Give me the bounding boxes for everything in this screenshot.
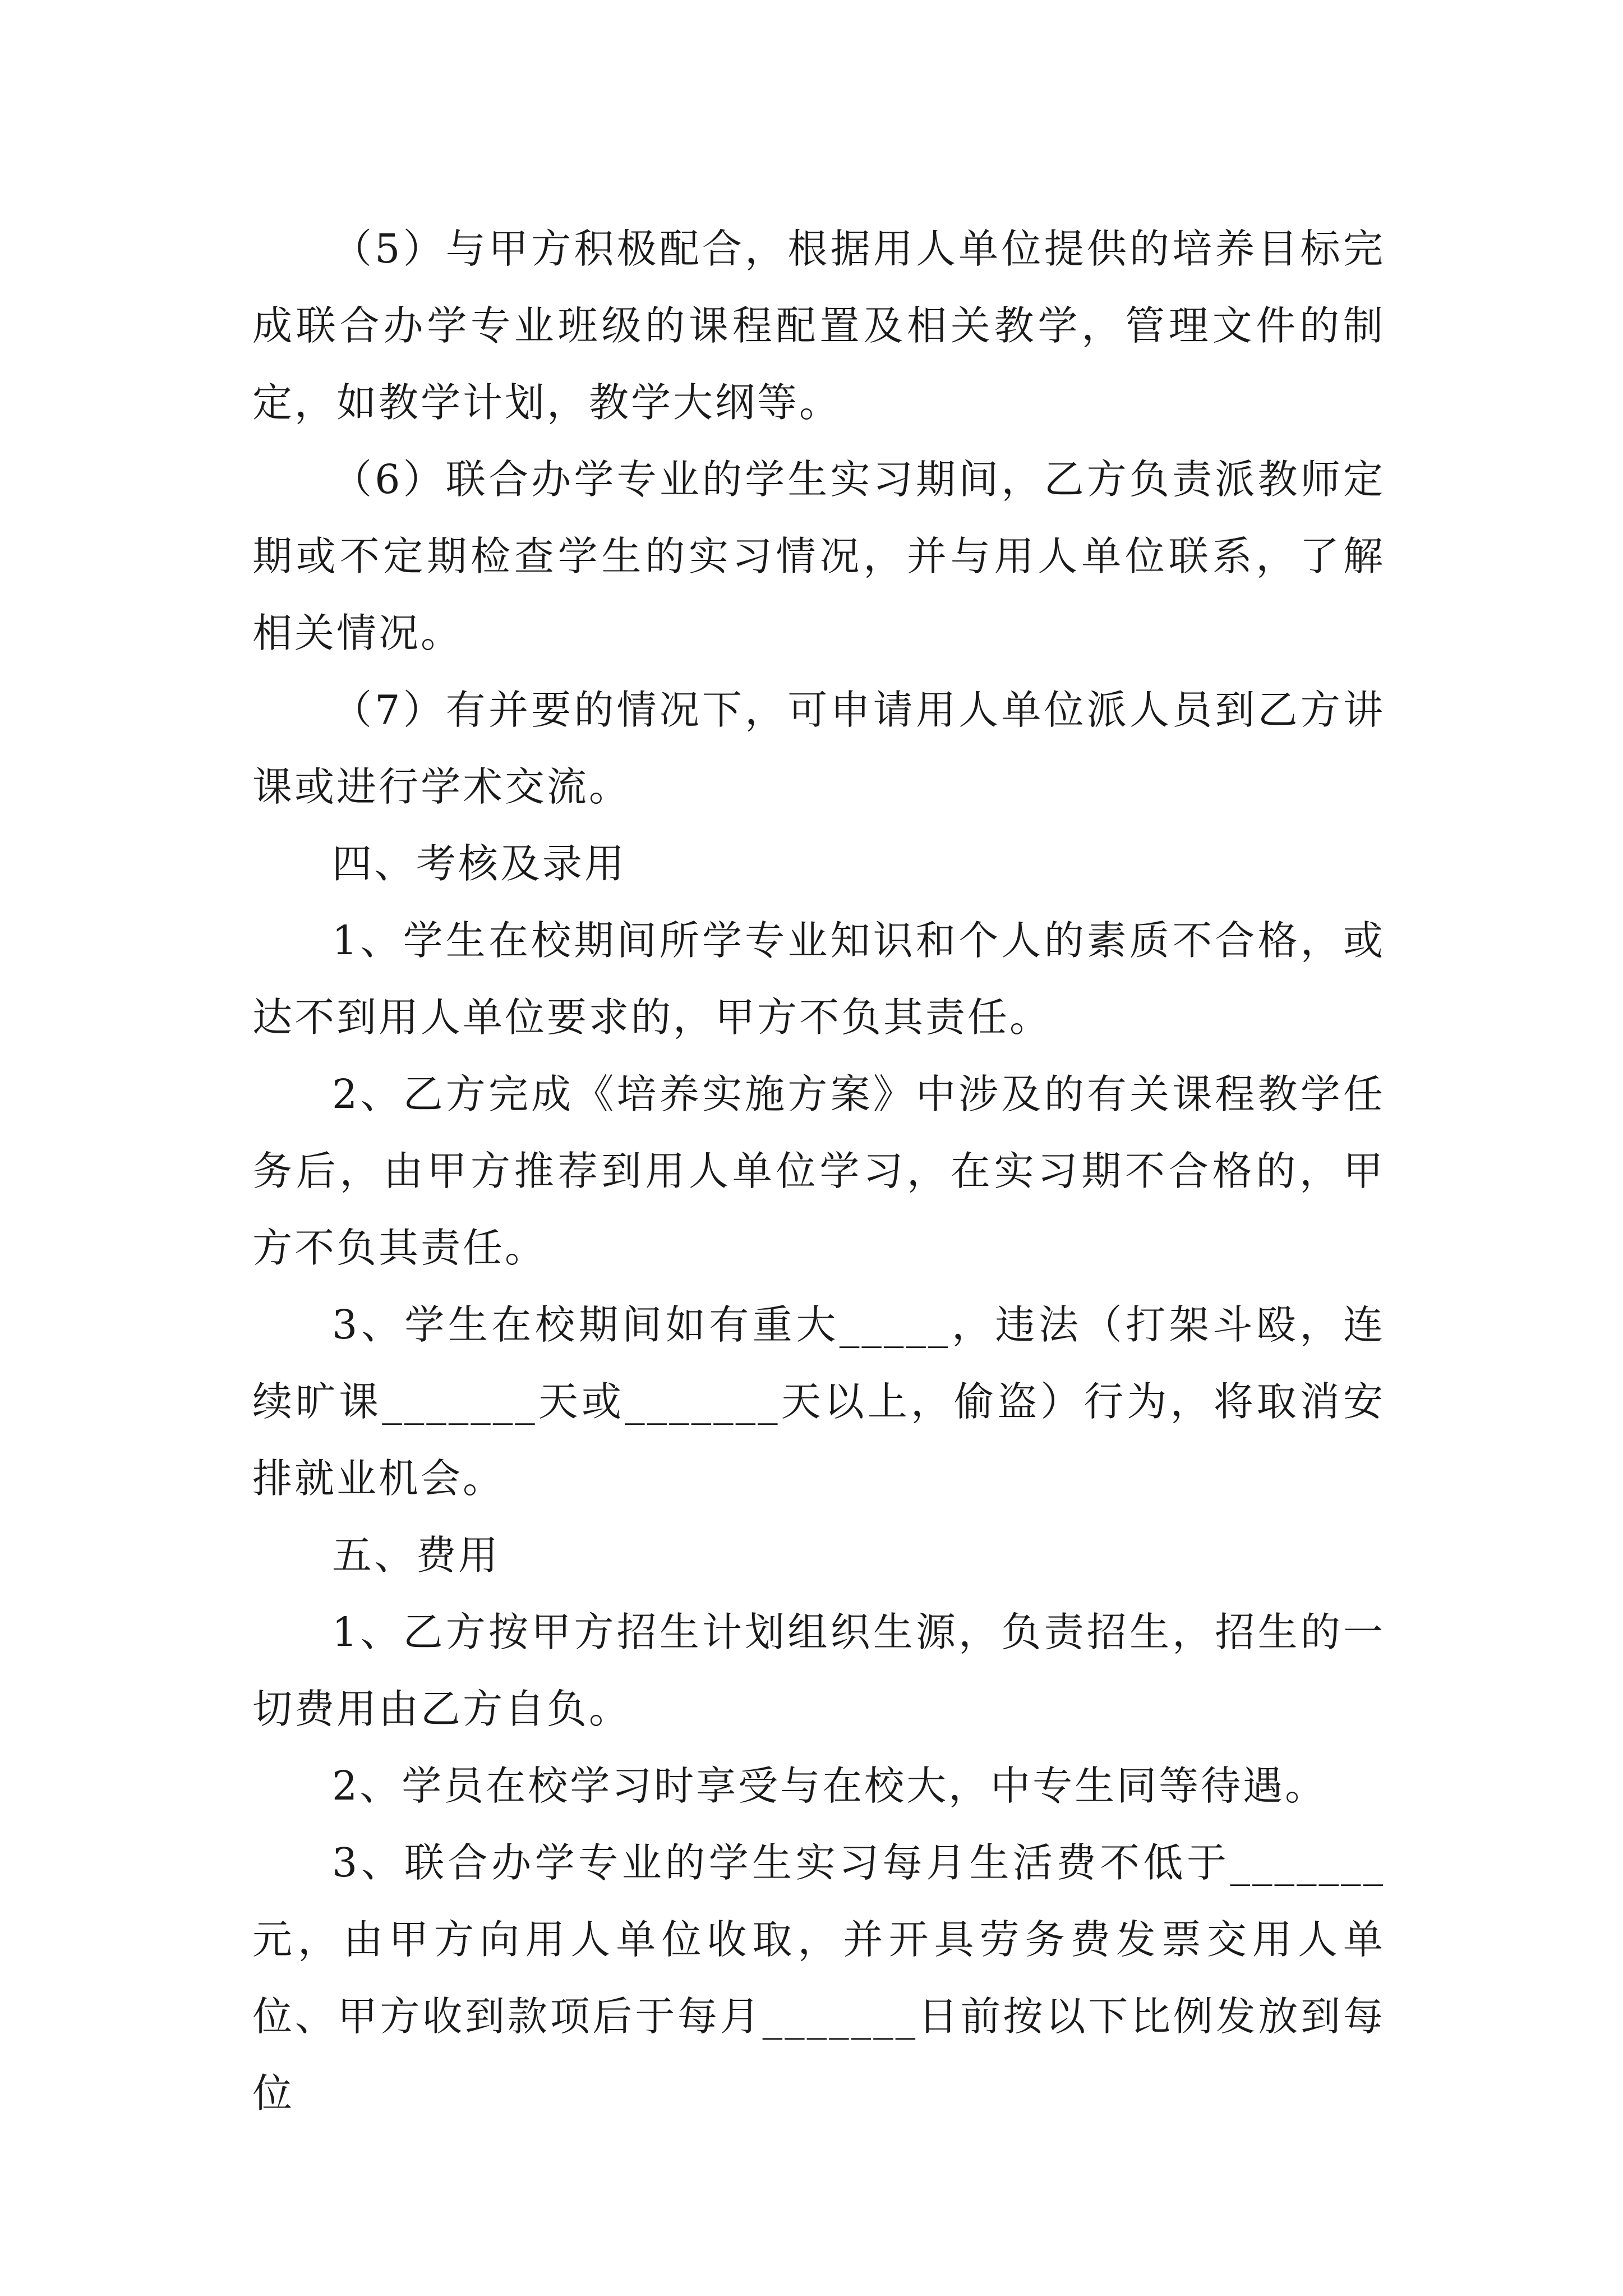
clause-paragraph-7: （7）有并要的情况下，可申请用人单位派人员到乙方讲课或进行学术交流。 [252, 687, 1385, 810]
document-body [252, 210, 1385, 2132]
fees-item-1: 1、乙方按甲方招生计划组织生源，负责招生，招生的一切费用由乙方自负。 [252, 1609, 1385, 1732]
assessment-item-3: 3、学生在校期间如有重大_____，违法（打架斗殴，连续旷课_______天或_______天以上，偷盗）行为，将取消安排就业机会。 [252, 1301, 1385, 1502]
section-heading-assessment: 四、考核及录用 [332, 840, 627, 887]
section-heading-fees: 五、费用 [332, 1532, 501, 1579]
fees-item-3: 3、联合办学专业的学生实习每月生活费不低于_______元，由甲方向用人单位收取，并开具劳务费发票交用人单位、甲方收到款项后于每月_______日前按以下比例发放到每位 [252, 1839, 1385, 2116]
fees-item-2: 2、学员在校学习时享受与在校大，中专生同等待遇。 [332, 1763, 1327, 1809]
clause-paragraph-5: （5）与甲方积极配合，根据用人单位提供的培养目标完成联合办学专业班级的课程配置及相关教学，管理文件的制定，如教学计划，教学大纲等。 [252, 226, 1385, 426]
clause-paragraph-6: （6）联合办学专业的学生实习期间，乙方负责派教师定期或不定期检查学生的实习情况，并与用人单位联系，了解相关情况。 [252, 456, 1385, 656]
assessment-item-1: 1、学生在校期间所学专业知识和个人的素质不合格，或达不到用人单位要求的，甲方不负其责任。 [252, 917, 1385, 1041]
assessment-item-2: 2、乙方完成《培养实施方案》中涉及的有关课程教学任务后，由甲方推荐到用人单位学习，在实习期不合格的，甲方不负其责任。 [252, 1071, 1385, 1271]
